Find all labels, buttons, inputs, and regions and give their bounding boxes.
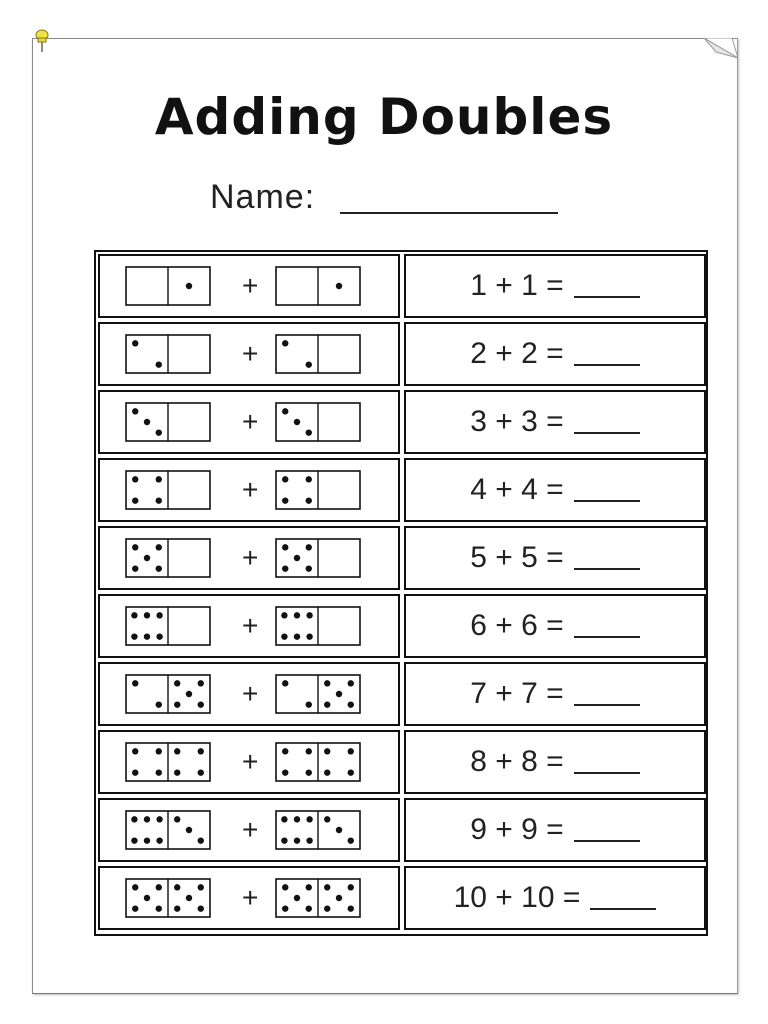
equation-cell (404, 526, 706, 590)
domino-dot (306, 748, 312, 754)
domino-dot (294, 895, 300, 901)
domino-dot (348, 701, 354, 707)
domino-dot (198, 701, 204, 707)
domino-cell (98, 866, 400, 930)
plus-sign: + (242, 542, 259, 573)
domino-dot (324, 680, 330, 686)
domino-dot (156, 884, 162, 890)
answer-blank[interactable] (574, 750, 640, 774)
plus-sign: + (242, 678, 259, 709)
domino (276, 335, 360, 373)
page-curl-icon (704, 38, 738, 60)
domino-dot (348, 769, 354, 775)
domino (126, 335, 210, 373)
domino-dot (156, 748, 162, 754)
domino-dot (156, 769, 162, 775)
domino-dot (156, 612, 162, 618)
domino-dot (174, 816, 180, 822)
plus-sign: + (242, 882, 259, 913)
domino-dot (156, 429, 162, 435)
domino-dot (156, 701, 162, 707)
equation-text: 8 + 8 = (470, 745, 564, 778)
domino-dot (282, 476, 288, 482)
domino-dot (186, 895, 192, 901)
domino-dot (348, 837, 354, 843)
equation (406, 800, 704, 860)
domino-dot (144, 612, 150, 618)
equation-text: 2 + 2 = (470, 337, 564, 370)
table-row (98, 866, 704, 930)
domino-dot (132, 905, 138, 911)
equation (406, 392, 704, 452)
equation-cell (404, 254, 706, 318)
table-row (98, 594, 704, 658)
equation (406, 664, 704, 724)
domino-dot (144, 419, 150, 425)
equation (406, 460, 704, 520)
doubles-table (94, 250, 708, 936)
domino-cell (98, 526, 400, 590)
equation-text: 1 + 1 = (470, 269, 564, 302)
equation-cell (404, 730, 706, 794)
domino-dot (156, 905, 162, 911)
table-row (98, 390, 704, 454)
table-row (98, 322, 704, 386)
plus-sign: + (242, 746, 259, 777)
domino-dot (306, 884, 312, 890)
domino-dot (281, 837, 287, 843)
domino-dot (306, 816, 312, 822)
domino-dot (282, 748, 288, 754)
table-row (98, 254, 704, 318)
plus-sign: + (242, 814, 259, 845)
answer-blank[interactable] (574, 410, 640, 434)
domino-dot (281, 633, 287, 639)
answer-blank[interactable] (574, 818, 640, 842)
domino-dot (336, 691, 342, 697)
equation-text: 5 + 5 = (470, 541, 564, 574)
domino-dot (294, 633, 300, 639)
domino-dot (336, 827, 342, 833)
equation-text: 6 + 6 = (470, 609, 564, 642)
domino-dot (324, 701, 330, 707)
domino-dot (132, 680, 138, 686)
domino-cell (98, 322, 400, 386)
equation (406, 868, 704, 928)
domino-dot (306, 565, 312, 571)
domino-dot (132, 769, 138, 775)
domino-dot (186, 827, 192, 833)
domino-dot (132, 748, 138, 754)
domino-cell (98, 730, 400, 794)
domino-dot (324, 905, 330, 911)
domino (126, 471, 210, 509)
domino-dot (294, 612, 300, 618)
equation-text: 10 + 10 = (453, 881, 581, 914)
equation-cell (404, 866, 706, 930)
domino-dot (306, 905, 312, 911)
domino-dot (198, 837, 204, 843)
equation (406, 596, 704, 656)
domino (126, 403, 210, 441)
domino (276, 743, 360, 781)
domino-dot (294, 837, 300, 843)
equation (406, 732, 704, 792)
domino (276, 811, 360, 849)
domino-dot (144, 633, 150, 639)
domino-dot (336, 895, 342, 901)
equation-text: 7 + 7 = (470, 677, 564, 710)
equation (406, 528, 704, 588)
equation (406, 256, 704, 316)
domino-cell (98, 390, 400, 454)
equation-cell (404, 458, 706, 522)
domino-dot (282, 408, 288, 414)
domino (126, 607, 210, 645)
domino-dot (174, 701, 180, 707)
answer-blank[interactable] (574, 274, 640, 298)
domino-dot (324, 769, 330, 775)
domino (276, 607, 360, 645)
domino-dot (282, 565, 288, 571)
equation (406, 324, 704, 384)
plus-sign: + (242, 338, 259, 369)
domino-dot (281, 612, 287, 618)
domino-dot (348, 884, 354, 890)
answer-blank[interactable] (574, 478, 640, 502)
pushpin-icon (33, 28, 51, 54)
domino-dot (144, 837, 150, 843)
domino-dot (306, 612, 312, 618)
domino-cell (98, 254, 400, 318)
domino-dot (348, 748, 354, 754)
domino-dot (132, 408, 138, 414)
answer-blank[interactable] (574, 682, 640, 706)
domino (276, 539, 360, 577)
domino-dot (132, 884, 138, 890)
table-row (98, 798, 704, 862)
domino-dot (294, 419, 300, 425)
domino-dot (156, 816, 162, 822)
equation-cell (404, 662, 706, 726)
domino-dot (198, 680, 204, 686)
domino (276, 267, 360, 305)
domino-dot (306, 701, 312, 707)
equation-text: 3 + 3 = (470, 405, 564, 438)
domino (126, 811, 210, 849)
equation-cell (404, 390, 706, 454)
domino-dot (198, 884, 204, 890)
answer-blank[interactable] (574, 342, 640, 366)
name-blank-line (340, 212, 558, 214)
domino-dot (198, 905, 204, 911)
name-row (0, 172, 768, 220)
equation-cell (404, 594, 706, 658)
domino-dot (144, 555, 150, 561)
domino-dot (156, 497, 162, 503)
table-row (98, 662, 704, 726)
domino-dot (282, 497, 288, 503)
domino-dot (306, 769, 312, 775)
domino-dot (306, 497, 312, 503)
plus-sign: + (242, 270, 259, 301)
domino-dot (131, 816, 137, 822)
domino (276, 403, 360, 441)
domino-dot (324, 816, 330, 822)
equation-text: 9 + 9 = (470, 813, 564, 846)
domino-dot (132, 476, 138, 482)
domino-dot (144, 895, 150, 901)
domino-dot (156, 544, 162, 550)
domino (126, 743, 210, 781)
domino-dot (174, 769, 180, 775)
domino (126, 879, 210, 917)
domino-cell (98, 594, 400, 658)
domino-dot (348, 905, 354, 911)
domino-cell (98, 458, 400, 522)
domino-dot (281, 816, 287, 822)
domino-dot (306, 361, 312, 367)
domino-dot (324, 748, 330, 754)
domino-dot (131, 612, 137, 618)
domino-dot (156, 565, 162, 571)
plus-sign: + (242, 474, 259, 505)
domino-dot (306, 633, 312, 639)
table-row (98, 526, 704, 590)
domino-dot (156, 361, 162, 367)
domino-dot (156, 837, 162, 843)
domino (276, 675, 360, 713)
domino-cell (98, 798, 400, 862)
domino-dot (132, 340, 138, 346)
domino (276, 471, 360, 509)
answer-blank[interactable] (590, 886, 656, 910)
domino-dot (144, 816, 150, 822)
domino (126, 539, 210, 577)
domino-dot (324, 884, 330, 890)
domino-dot (306, 837, 312, 843)
domino-dot (306, 429, 312, 435)
equation-cell (404, 322, 706, 386)
domino-dot (282, 884, 288, 890)
domino-dot (198, 769, 204, 775)
domino-dot (294, 816, 300, 822)
plus-sign: + (242, 610, 259, 641)
domino-dot (306, 544, 312, 550)
equation-cell (404, 798, 706, 862)
domino-dot (336, 283, 342, 289)
domino-dot (282, 680, 288, 686)
worksheet-title: Adding Doubles (154, 88, 614, 146)
table-row (98, 730, 704, 794)
domino-dot (131, 633, 137, 639)
domino-dot (174, 748, 180, 754)
domino (126, 267, 210, 305)
name-label: Name: (210, 178, 316, 216)
domino-dot (306, 476, 312, 482)
domino-dot (282, 905, 288, 911)
domino-cell (98, 662, 400, 726)
answer-blank[interactable] (574, 546, 640, 570)
domino-dot (186, 283, 192, 289)
domino-dot (132, 565, 138, 571)
plus-sign: + (242, 406, 259, 437)
domino (276, 879, 360, 917)
domino (126, 675, 210, 713)
domino-dot (186, 691, 192, 697)
domino-dot (174, 905, 180, 911)
domino-dot (156, 633, 162, 639)
answer-blank[interactable] (574, 614, 640, 638)
domino-dot (348, 680, 354, 686)
domino-dot (131, 837, 137, 843)
domino-dot (174, 680, 180, 686)
domino-dot (156, 476, 162, 482)
domino-dot (132, 497, 138, 503)
domino-dot (282, 769, 288, 775)
domino-dot (174, 884, 180, 890)
domino-dot (198, 748, 204, 754)
domino-dot (282, 340, 288, 346)
table-row (98, 458, 704, 522)
equation-text: 4 + 4 = (470, 473, 564, 506)
domino-dot (282, 544, 288, 550)
domino-dot (132, 544, 138, 550)
domino-dot (294, 555, 300, 561)
